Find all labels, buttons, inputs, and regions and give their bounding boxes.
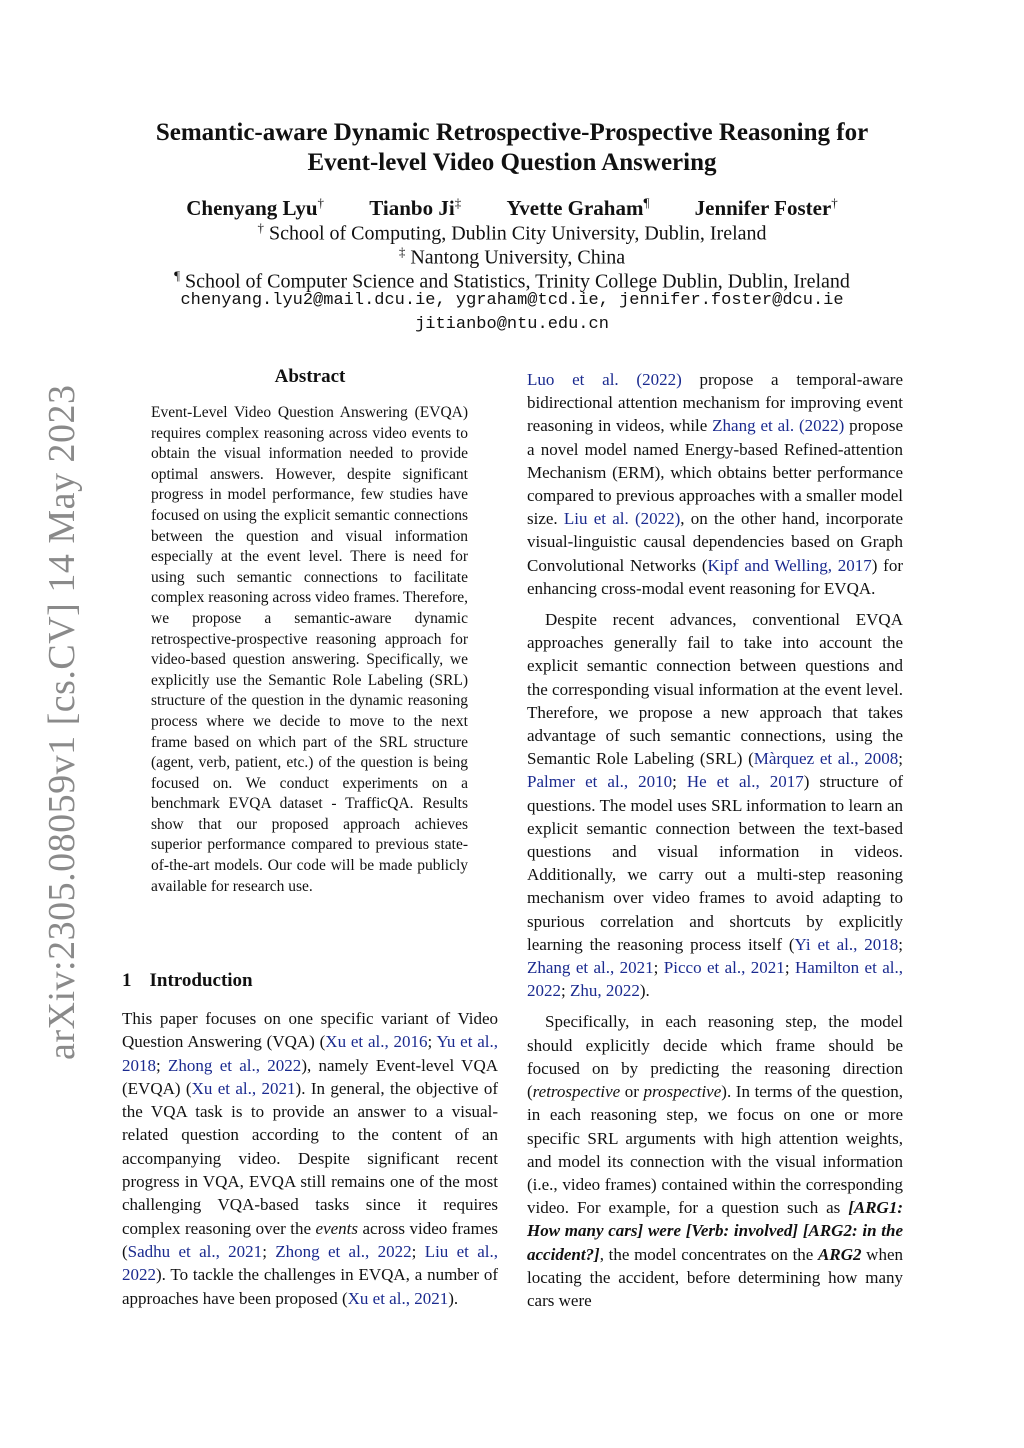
citation-link[interactable]: Zhang et al., 2021 (527, 958, 654, 978)
citation-link[interactable]: Liu et al. (2022) (563, 509, 681, 529)
section-heading-introduction (122, 970, 253, 992)
section-title: Introduction (149, 970, 253, 991)
citation-link[interactable]: Zhong et al., 2022 (168, 1055, 302, 1075)
citation-link[interactable]: Zhang et al. (2022) (712, 416, 845, 436)
email-line-2: jitianbo@ntu.edu.cn (415, 315, 609, 334)
citation-link[interactable]: Liu et al., 2022 (122, 1241, 498, 1285)
section-number: 1 (122, 970, 132, 991)
citation-link[interactable]: Màrquez et al., 2008 (753, 749, 899, 769)
right-column (527, 368, 903, 1312)
email-line-1: chenyang.lyu2@mail.dcu.ie, ygraham@tcd.ie, jennifer.foster@dcu.ie (180, 291, 844, 310)
paper-title (100, 118, 924, 178)
citation-link[interactable]: Sadhu et al., 2021 (127, 1241, 263, 1261)
affiliation-2: ‡ Nantong University, China (398, 244, 626, 269)
paragraph-related-work: Luo et al. (2022) propose a temporal-aware bidirectional attention mechanism for improving event reasoning in videos, while Zhang et al. (2022) propose a novel model named Energy-based Refined-attention Mechanism (ERM), which obtains better performance compared to previous approaches with a smaller model size. Liu et al. (2022), on the other hand, incorporate visual-linguistic causal dependencies based on Graph Convolutional Networks (Kipf and Welling, 2017) for enhancing cross-modal event reasoning for EVQA. (527, 370, 904, 598)
author-1: Chenyang Lyu† (186, 195, 325, 220)
author-4: Jennifer Foster† (694, 195, 838, 220)
abstract-text: Event-Level Video Question Answering (EVQA) requires complex reasoning across video events to obtain the visual information needed to provide optimal answers. However, despite significant progress in model performance, few studies have focused on using the explicit semantic connections between the question and visual information especially at the event level. There is need for using such semantic connections to facilitate complex reasoning across video frames. Therefore, we propose a semantic-aware dynamic retrospective-prospective reasoning approach for video-based question answering. Specifically, we explicitly use the Semantic Role Labeling (SRL) structure of the question in the dynamic reasoning process where we decide to move to the next frame based on which part of the SRL structure (agent, verb, patient, etc.) of the question is being focused on. We conduct experiments on a benchmark EVQA dataset - TrafficQA. Results show that our proposed approach achieves superior performance compared to previous state-of-the-art models. Our code will be made publicly available for research use. (151, 404, 468, 895)
author-2: Tianbo Ji‡ (369, 195, 462, 220)
citation-link[interactable]: Yi et al., 2018 (794, 934, 899, 954)
citation-link[interactable]: Xu et al., 2021 (191, 1078, 296, 1098)
citation-link[interactable]: Zhu, 2022 (569, 981, 640, 1001)
citation-link[interactable]: Picco et al., 2021 (663, 958, 785, 978)
author-3: Yvette Graham¶ (506, 195, 650, 220)
affiliation-1: † School of Computing, Dublin City University, Dublin, Ireland (257, 220, 767, 245)
abstract-heading: Abstract (274, 366, 346, 387)
affiliation-3: ¶ School of Computer Science and Statistics, Trinity College Dublin, Dublin, Ireland (174, 268, 850, 293)
arxiv-identifier: arXiv:2305.08059v1 [cs.CV] 14 May 2023 (41, 384, 83, 1060)
citation-link[interactable]: Zhong et al., 2022 (275, 1241, 412, 1261)
citation-link[interactable]: Luo et al. (2022) (527, 370, 682, 389)
citation-link[interactable]: Hamilton et al., 2022 (527, 958, 903, 1001)
title-line-2: Event-level Video Question Answering (307, 149, 717, 176)
citation-link[interactable]: Yu et al., 2018 (122, 1032, 499, 1075)
citation-link[interactable]: He et al., 2017 (686, 772, 804, 792)
citation-link[interactable]: Xu et al., 2016 (325, 1032, 428, 1052)
paragraph-approach: Despite recent advances, conventional EVQA approaches generally fail to take into account the explicit semantic connection between questions and the corresponding visual information at the event level. Therefore, we propose a new approach that takes advantage of such semantic connections, using the Semantic Role Labeling (SRL) (Màrquez et al., 2008; Palmer et al., 2010; He et al., 2017) structure of questions. The model uses SRL information to learn an explicit semantic connection between the text-based questions and visual information in videos. Additionally, we carry out a multi-step reasoning mechanism over video frames to avoid adapting to spurious correlation and shortcuts by explicitly learning the reasoning process itself (Yi et al., 2018; Zhang et al., 2021; Picco et al., 2021; Hamilton et al., 2022; Zhu, 2022). (527, 610, 904, 1001)
intro-paragraph: This paper focuses on one specific variant of Video Question Answering (VQA) (Xu et al., 2016; Yu et al., 2018; Zhong et al., 2022), namely Event-level VQA (EVQA) (Xu et al., 2021). In general, the objective of the VQA task is to provide an answer to a visual-related question according to the content of an accompanying video. Despite significant recent progress in VQA, EVQA still remains one of the most challenging VQA-based tasks since it requires complex reasoning over the events across video frames (Sadhu et al., 2021; Zhong et al., 2022; Liu et al., 2022). To tackle the challenges in EVQA, a number of approaches have been proposed (Xu et al., 2021). (122, 1009, 499, 1308)
title-line-1: Semantic-aware Dynamic Retrospective-Prospective Reasoning for (155, 119, 869, 146)
citation-link[interactable]: Palmer et al., 2010 (527, 772, 673, 792)
paragraph-specifics: Specifically, in each reasoning step, the model should explicitly decide which frame should be focused on by predicting the reasoning direction (retrospective or prospective). In terms of the question, in each reasoning step, we focus on one or more specific SRL arguments with high attention weights, and model its connection with the visual information (i.e., video frames) contained within the corresponding video. For example, for a question such as [ARG1: How many cars] were [Verb: involved] [ARG2: in the accident?], the model concentrates on the ARG2 when locating the accident, before determining how many cars were (527, 1012, 904, 1310)
citation-link[interactable]: Xu et al., 2021 (347, 1288, 449, 1308)
citation-link[interactable]: Kipf and Welling, 2017 (707, 555, 872, 575)
